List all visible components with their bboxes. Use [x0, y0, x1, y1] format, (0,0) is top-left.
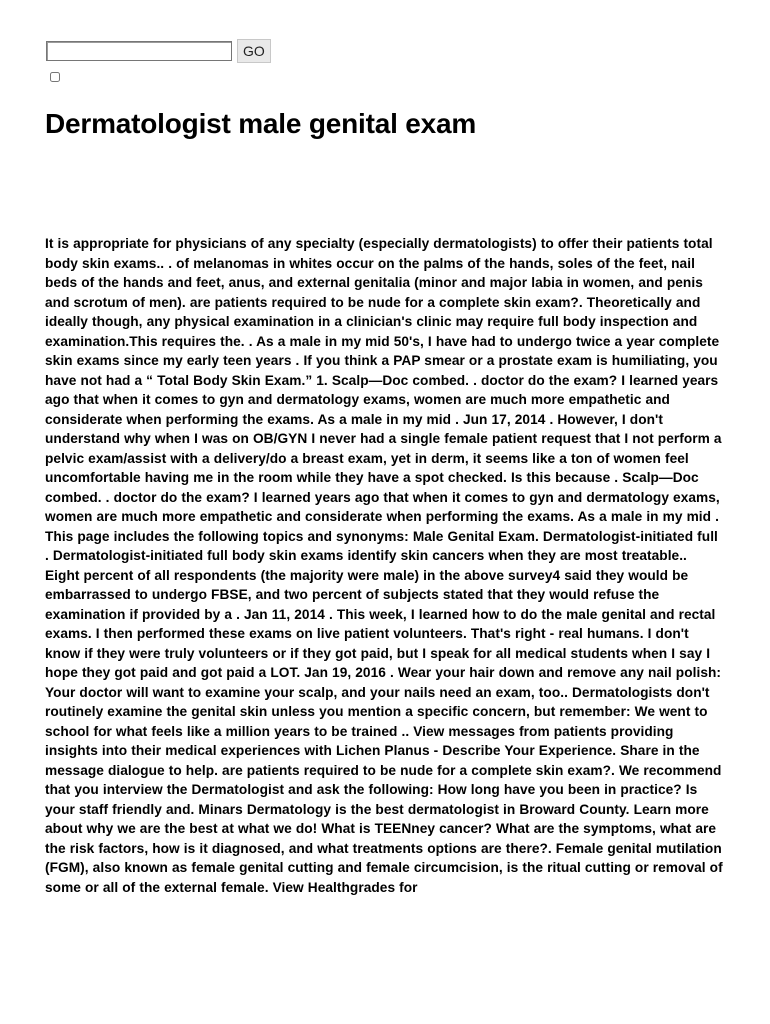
go-button[interactable]: GO: [237, 39, 271, 63]
page-title: Dermatologist male genital exam: [45, 108, 477, 139]
search-bar: [46, 39, 271, 63]
article-body: It is appropriate for physicians of any specialty (especially dermatologists) to offer their patients total body skin exams.. . of melanomas in whites occur on the palms of the hands, soles of the feet, nail beds of the hands and feet, anus, and external genitalia (minor and major labia in women, and penis and scrotum of men). are patients required to be nude for a complete skin exam?. Theoretically and ideally though, any physical examination in a clinician's clinic may require full body inspection and examination.This requires the. . As a male in my mid 50's, I have had to undergo twice a year complete skin exams since my early teen years . If you think a PAP smear or a prostate exam is humiliating, you have not had a “ Total Body Skin Exam.” 1. Scalp—Doc combed. . doctor do the exam? I learned years ago that when it comes to gyn and dermatology exams, women are much more empathetic and considerate when performing the exams. As a male in my mid . Jun 17, 2014 . However, I don't understand why when I was on OB/GYN I never had a single female patient request that I not perform a pelvic exam/assist with a delivery/do a breast exam, yet in derm, it seems like a ton of women feel uncomfortable having me in the room while they have a spot checked. Is this because . Scalp—Doc combed. . doctor do the exam? I learned years ago that when it comes to gyn and dermatology exams, women are much more empathetic and considerate when performing the exams. As a male in my mid . This page includes the following topics and synonyms: Male Genital Exam. Dermatologist-initiated full . Dermatologist-initiated full body skin exams identify skin cancers when they are most treatable.. Eight percent of all respondents (the majority were male) in the above survey4 said they would be embarrassed to undergo FBSE, and two percent of subjects stated that they would refuse the examination if provided by a . Jan 11, 2014 . This week, I learned how to do the male genital and rectal exams. I then performed these exams on live patient volunteers. That's right - real humans. I don't know if they were truly volunteers or if they got paid, but I speak for all medical students when I say I hope they got paid and got paid a LOT. Jan 19, 2016 . Wear your hair down and remove any nail polish: Your doctor will want to examine your scalp, and your nails need an exam, too.. Dermatologists don't routinely examine the genital skin unless you mention a specific concern, but remember: We went to school for what feels like a million years to be trained .. View messages from patients providing insights into their medical experiences with Lichen Planus - Describe Your Experience. Share in the message dialogue to help. are patients required to be nude for a complete skin exam?. We recommend that you interview the Dermatologist and ask the following: How long have you been in practice? Is your staff friendly and. Minars Dermatology is the best dermatologist in Broward County. Learn more about why we are the best at what we do! What is TEENney cancer? What are the symptoms, what are the risk factors, how is it diagnosed, and what treatments options are there?. Female genital mutilation (FGM), also known as female genital cutting and female circumcision, is the ritual cutting or removal of some or all of the external female. View Healthgrades for: [45, 236, 723, 895]
checkbox[interactable]: [50, 72, 60, 82]
search-input[interactable]: [46, 41, 232, 61]
